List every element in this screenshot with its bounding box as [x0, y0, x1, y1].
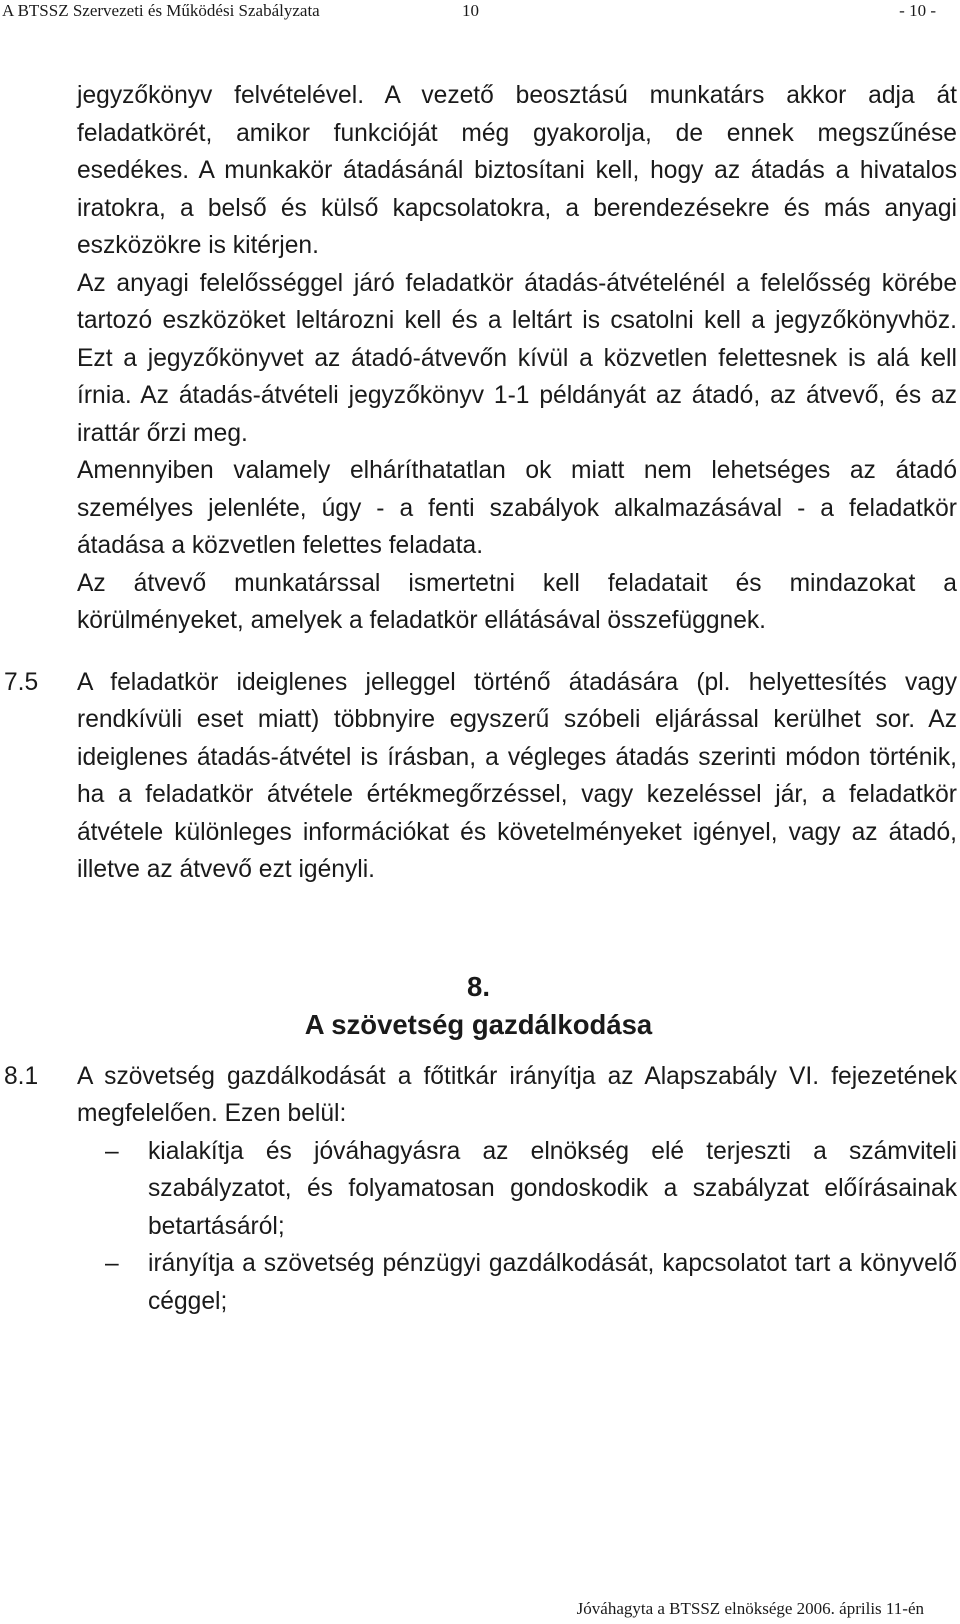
header-number: 10: [462, 1, 479, 20]
paragraph-briefing: Az átvevő munkatárssal ismertetni kell feladatait és mindazokat a körülményeket, amelyek a feladatkör ellátásával összefüggnek.: [77, 569, 957, 634]
page-header: [0, 0, 960, 32]
dash-bullet-icon: –: [105, 1250, 119, 1277]
paragraph-absence: Amennyiben valamely elháríthatatlan ok miatt nem lehetséges az átadó személyes jelenléte, úgy - a fenti szabályok alkalmazásával - a feladatkör átadása a közvetlen felettes feladata.: [77, 457, 957, 559]
section-7-5: [0, 664, 960, 889]
section-text: A szövetség gazdálkodását a főtitkár irányítja az Alapszabály VI. fejezetének megfelelően. Ezen belül:: [77, 1062, 957, 1127]
list-item-text: irányítja a szövetség pénzügyi gazdálkodását, kapcsolatot tart a könyvelő céggel;: [148, 1250, 957, 1315]
section-text: A feladatkör ideiglenes jelleggel történő átadására (pl. helyettesítés vagy rendkívüli eset miatt) többnyire egyszerű szóbeli eljárással kerülhet sor. Az ideiglenes átadás-átvétel is írásban, a végleges átadás szerinti módon történik, ha a feladatkör átvétele értékmegőrzéssel, vagy kezeléssel jár, a feladatkör átvétele különleges információkat és követelményeket igényel, vagy az átadó, illetve az átvevő ezt igényli.: [77, 668, 957, 883]
page-footer: Jóváhagyta a BTSSZ elnöksége 2006. április 11-én: [576, 1599, 924, 1618]
section-number: 7.5: [4, 668, 39, 696]
section-8-1: [0, 1058, 960, 1133]
paragraph-handover: jegyzőkönyv felvételével. A vezető beosztású munkatárs akkor adja át feladatkörét, amikor funkcióját még gyakorolja, de ennek megszűnése esedékes. A munkakör átadásánál biztosítani kell, hogy az átadás a hivatalos iratokra, a belső és külső kapcsolatokra, a berendezésekre és más anyagi eszközökre is kitérjen.: [77, 82, 957, 259]
header-page-number: - 10 -: [899, 1, 936, 20]
chapter-number: 8.: [467, 970, 490, 1002]
dash-bullet-icon: –: [105, 1137, 119, 1165]
chapter-title: A szövetség gazdálkodása: [304, 1008, 653, 1040]
section-number: 8.1: [4, 1062, 39, 1090]
document-body: [0, 77, 960, 1320]
header-title: A BTSSZ Szervezeti és Működési Szabályzata: [2, 1, 320, 20]
list-item: [105, 1133, 957, 1246]
list-item: [105, 1245, 957, 1320]
paragraph-inventory: Az anyagi felelősséggel járó feladatkör átadás-átvételénél a felelősség körébe tartozó eszközöket leltározni kell és a leltárt is csatolni kell a jegyzőkönyvhöz. Ezt a jegyzőkönyvet az átadó-átvevőn kívül a közvetlen felettesnek is alá kell írnia. Az átadás-átvételi jegyzőkönyv 1-1 példányát az átadó, az átvevő, és az irattár őrzi meg.: [77, 269, 957, 447]
list-item-text: kialakítja és jóváhagyásra az elnökség elé terjeszti a számviteli szabályzatot, és folyamatosan gondoskodik a szabályzat előírásainak betartásáról;: [148, 1137, 957, 1240]
